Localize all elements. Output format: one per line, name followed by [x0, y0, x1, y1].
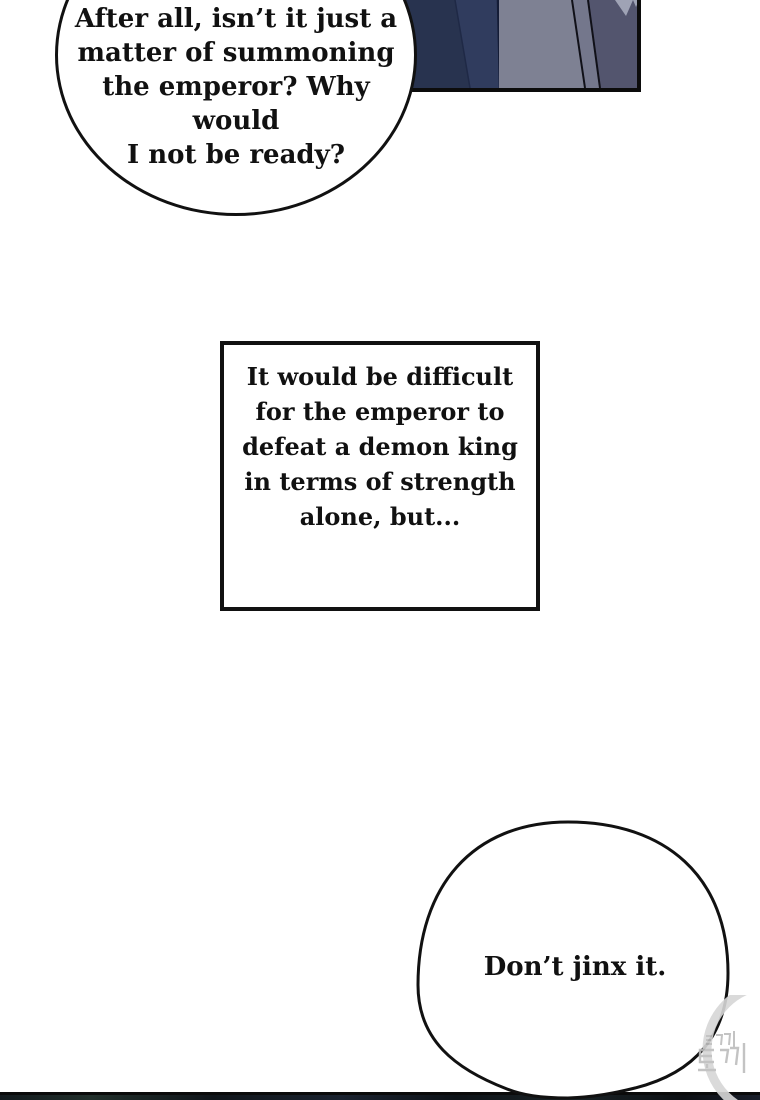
speech-line: in terms of strength [244, 467, 516, 496]
speech-line: It would be difficult [246, 362, 514, 391]
speech-line: Don’t jinx it. [483, 952, 667, 982]
cloth-light-area [499, 0, 585, 88]
panel-clothing-fragment [402, 0, 641, 92]
watermark [680, 995, 760, 1100]
speech-line: defeat a demon king [242, 432, 518, 461]
speech-line: matter of summoning [77, 38, 395, 68]
speech-line: I not be ready? [127, 140, 345, 170]
speech-box-middle [220, 341, 540, 611]
panel-border-bottom [402, 88, 641, 92]
speech-bubble-round-text [410, 952, 740, 982]
speech-line: the emperor? Why would [102, 72, 370, 136]
speech-line: After all, isn’t it just a [74, 4, 398, 34]
speech-line: alone, but... [299, 502, 461, 531]
speech-bubble-top-text [55, 0, 417, 172]
speech-line: for the emperor to [255, 397, 505, 426]
panel-border-right [637, 0, 641, 92]
